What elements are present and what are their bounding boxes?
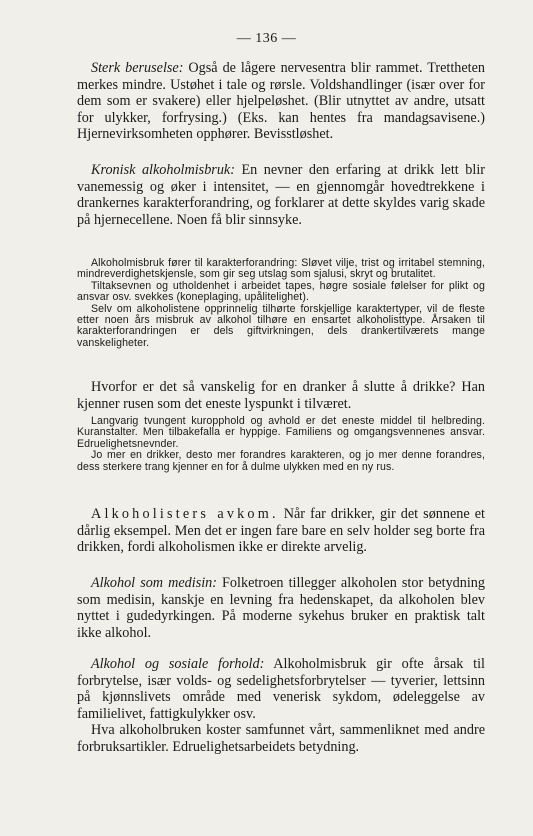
paragraph (77, 162, 485, 228)
section-alkohol-og-sosiale-forhold (77, 656, 485, 756)
paragraph-text: Folketroen tillegger alkoholen stor betydning som medisin, kanskje en levning fra hedenskapet, da alkoholen blev nyttet i gudedyrkingen. På moderne sykehus bruker en praktisk talt ikke alkohol. (77, 575, 485, 641)
section-hvorfor (77, 379, 485, 412)
section-sterk-beruselse (77, 60, 485, 143)
section-kronisk-alkoholmisbruk (77, 162, 485, 228)
page-number: — 136 — (236, 31, 297, 46)
section-heading: Alkohol som medisin: (91, 575, 217, 591)
paragraph: Hvorfor er det så vanskelig for en dranker å slutte å drikke? Han kjenner rusen som det eneste lyspunkt i tilværet. (77, 379, 485, 412)
small-paragraph: Alkoholmisbruk fører til karakterforandring: Sløvet vilje, trist og irritabel stemning, mindreverdighetskjensle, som gir seg utslag som sjalusi, skryt og brutalitet. (77, 257, 485, 281)
small-paragraph: Selv om alkoholistene opprinnelig tilhørte forskjellige karaktertyper, vil de fleste etter noen års misbruk av alkohol tilhøre en ensartet alkoholisttype. Årsaken til karakterforandringen er dels giftvirkningen, dels drankertilværets mange vanskeligheter. (77, 302, 485, 349)
section-heading: Alkohol og sosiale forhold: (91, 656, 265, 672)
paragraph-text: En nevner den erfaring at drikk lett blir vanemessig og øker i intensitet, — en gjennomgår hovedtrekkene i drankernes karakterforandring, og forklarer at dette skyldes varig skade på hjernecellene. Noen få blir sinnsyke. (77, 162, 485, 228)
small-print-block-1 (77, 258, 485, 349)
paragraph-text: Også de lågere nervesentra blir rammet. Trettheten merkes mindre. Ustøhet i tale og rørsle. Voldshandlinger (især over for dem som er svakere) eller hjelpeløshet. (Blir utnyttet av andre, utsatt for ulykker, forfrysing.) (Eks. kan hentes fra mandagsavisene.) Hjernevirksomheten opphører. Bevisstløshet. (77, 60, 486, 143)
small-paragraph: Langvarig tvungent kuropphold og avhold er det eneste middel til helbreding. Kuranstalter. Men tilbakefalla er hyppige. Familiens og omgangsvennenes ansvar. Edruelighetsnevnder. (77, 415, 485, 450)
paragraph (77, 656, 485, 722)
small-paragraph: Tiltaksevnen og utholdenhet i arbeidet tapes, høgre sosiale følelser for plikt og ansvar osv. svekkes (koneplaging, upålitelighet). (77, 279, 485, 304)
section-alkoholisters-avkom (77, 506, 485, 556)
small-paragraph: Jo mer en drikker, desto mer forandres karakteren, og jo mer denne forandres, dess sterkere trang kjenner en for å dulme ulykken med en ny rus. (77, 449, 485, 473)
section-alkohol-som-medisin (77, 575, 485, 641)
section-heading: Kronisk alkoholmisbruk: (91, 162, 235, 178)
paragraph (77, 575, 485, 641)
section-heading: Alkoholisters avkom. (91, 506, 279, 522)
paragraph (77, 60, 485, 143)
section-heading: Sterk beruselse: (91, 60, 184, 76)
paragraph (77, 506, 485, 556)
small-print-block-2 (77, 416, 485, 473)
paragraph-text: Alkoholmisbruk gir ofte årsak til forbrytelse, især volds- og sedelighetsforbrytelser — tyverier, lettsinn på kjønnslivets område med venerisk sykdom, ødeleggelse av familielivet, fattigkulykker osv. (77, 656, 485, 722)
paragraph-text: Når far drikker, gir det sønnene et dårlig eksempel. Men det er ingen fare bare en selv holder seg borte fra drikken, fordi alkoholismen ikke er direkte arvelig. (77, 506, 485, 556)
paragraph: Hva alkoholbruken koster samfunnet vårt, sammenliknet med andre forbruksartikler. Edruelighetsarbeidets betydning. (77, 722, 485, 755)
